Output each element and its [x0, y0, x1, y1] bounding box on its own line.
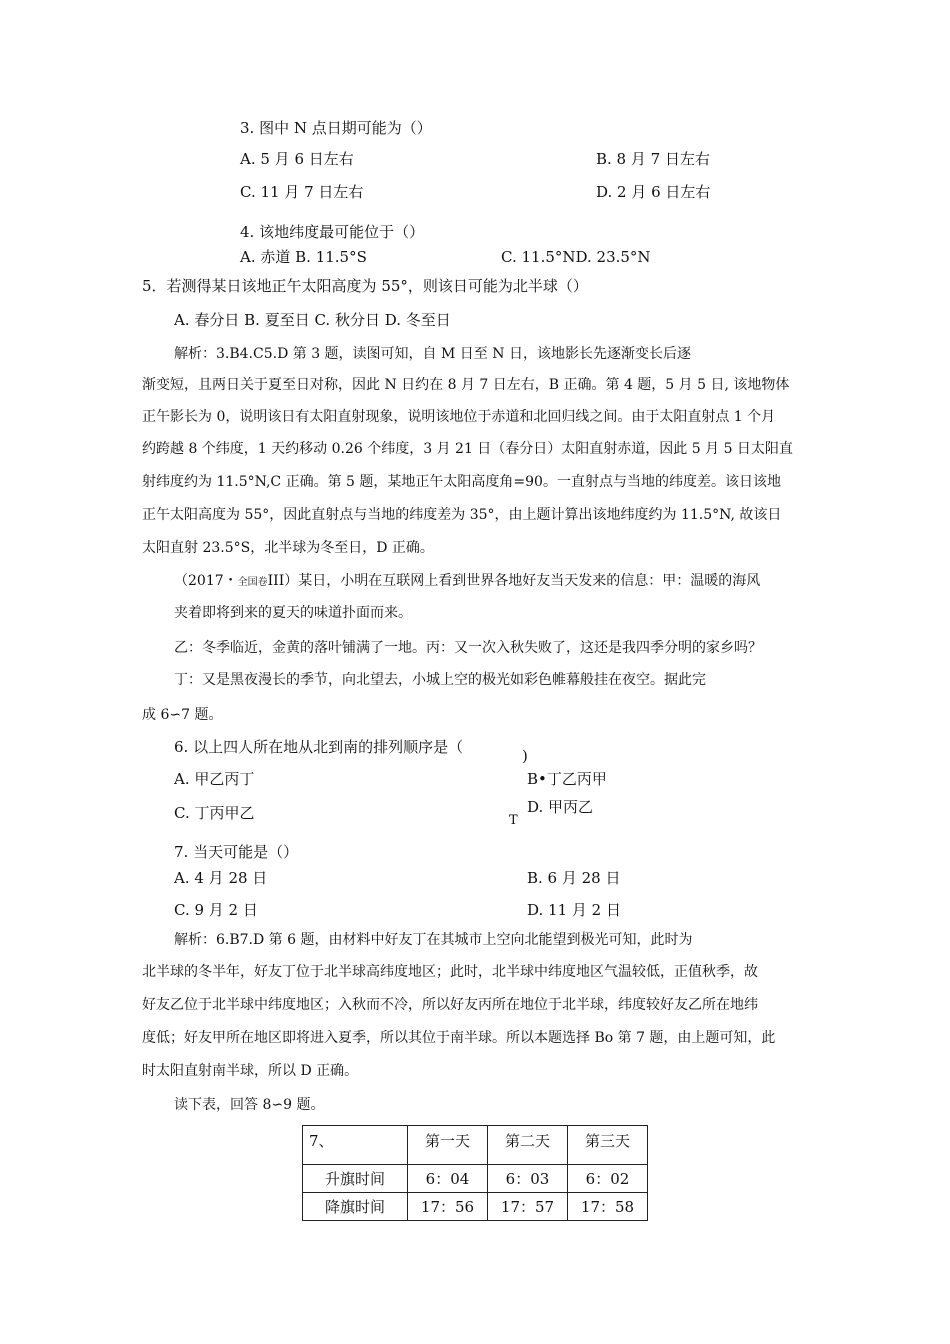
- analysis2-line-2: 北半球的冬半年，好友丁位于北半球高纬度地区；此时，北半球中纬度地区气温较低，正值秋季，故: [142, 964, 758, 980]
- q3-option-a: A. 5 月 6 日左右: [240, 150, 354, 168]
- material-year: （2017・: [174, 573, 238, 589]
- analysis2-line-4: 度低；好友甲所在地区即将进入夏季，所以其位于南半球。所以本题选择 Bo 第 7 题，由上题可知，此: [142, 1030, 776, 1046]
- material-line-5: 成 6∽7 题。: [142, 707, 223, 723]
- table-row: [303, 1193, 648, 1221]
- q6-stem: 6. 以上四人所在地从北到南的排列顺序是（: [174, 738, 464, 756]
- q6-option-c: C. 丁丙甲乙: [174, 804, 255, 822]
- table-header-day-1: 第一天: [408, 1126, 488, 1165]
- q3-option-c: C. 11 月 7 日左右: [240, 183, 364, 201]
- analysis2-line-3: 好友乙位于北半球中纬度地区；入秋而不冷，所以好友丙所在地位于北半球，纬度较好友乙所在地纬: [142, 997, 758, 1013]
- q6-option-a: A. 甲乙丙丁: [174, 770, 255, 788]
- table-cell: 6：02: [568, 1165, 648, 1193]
- flag-time-table: [302, 1125, 648, 1221]
- q3-stem: 3. 图中 N 点日期可能为（）: [240, 119, 432, 137]
- analysis1-line-2: 渐变短，且两日关于夏至日对称，因此 N 日约在 8 月 7 日左右，B 正确。第 4 题，5 月 5 日, 该地物体: [142, 377, 790, 393]
- material-line-4: 丁：又是黑夜漫长的季节，向北望去，小城上空的极光如彩色帷幕般挂在夜空。据此完: [174, 672, 706, 688]
- table-row-label: 降旗时间: [303, 1193, 408, 1221]
- table-cell: 6：03: [488, 1165, 568, 1193]
- analysis2-line-1: 解析：6.B7.D 第 6 题，由材料中好友丁在其城市上空向北能望到极光可知，此时为: [174, 932, 693, 948]
- q3-option-b: B. 8 月 7 日左右: [596, 150, 710, 168]
- analysis1-line-7: 太阳直射 23.5°S，北半球为冬至日，D 正确。: [142, 540, 434, 556]
- table-header-day-3: 第三天: [568, 1126, 648, 1165]
- q4-options-ab: A. 赤道 B. 11.5°S: [240, 248, 367, 266]
- q6-option-b: B•丁乙丙甲: [527, 770, 607, 788]
- material-source: 全国卷: [237, 577, 268, 588]
- analysis1-line-6: 正午太阳高度为 55°，因此直射点与当地的纬度差为 35°，由上题计算出该地纬度约为 11.5°N, 故该日: [142, 507, 782, 523]
- table-cell: 17：57: [488, 1193, 568, 1221]
- stray-mark: T: [509, 813, 518, 828]
- q5-stem: 5．若测得某日该地正午太阳高度为 55°，则该日可能为北半球（）: [142, 277, 588, 295]
- table-cell: 6：04: [408, 1165, 488, 1193]
- table-header-row: [303, 1126, 648, 1165]
- material-line-2: 夹着即将到来的夏天的味道扑面而来。: [174, 605, 412, 621]
- q5-options: A. 春分日 B. 夏至日 C. 秋分日 D. 冬至日: [174, 311, 451, 329]
- q7-option-a: A. 4 月 28 日: [174, 869, 268, 887]
- q7-option-d: D. 11 月 2 日: [527, 901, 621, 919]
- material-intro: III）某日，小明在互联网上看到世界各地好友当天发来的信息：甲：温暖的海风: [267, 573, 761, 589]
- q6-close-paren: ): [522, 747, 528, 765]
- table-intro: 读下表，回答 8∽9 题。: [174, 1097, 325, 1113]
- q3-option-d: D. 2 月 6 日左右: [596, 183, 711, 201]
- analysis1-line-3: 正午影长为 0，说明该日有太阳直射现象，说明该地位于赤道和北回归线之间。由于太阳直射点 1 个月: [142, 409, 776, 425]
- material-line-3: 乙：冬季临近，金黄的落叶铺满了一地。丙：又一次入秋失败了，这还是我四季分明的家乡吗？: [174, 640, 762, 656]
- q7-option-b: B. 6 月 28 日: [527, 869, 621, 887]
- table-corner-cell: 7、: [303, 1126, 408, 1165]
- material-line-1: [174, 572, 760, 592]
- q4-stem: 4. 该地纬度最可能位于（）: [240, 223, 425, 241]
- q7-option-c: C. 9 月 2 日: [174, 901, 258, 919]
- q6-option-d: D. 甲丙乙: [527, 798, 594, 816]
- q7-stem: 7. 当天可能是（）: [174, 843, 299, 861]
- table-row: [303, 1165, 648, 1193]
- analysis1-line-4: 约跨越 8 个纬度，1 天约移动 0.26 个纬度，3 月 21 日（春分日）太阳直射赤道，因此 5 月 5 日太阳直: [142, 441, 793, 457]
- table-row-label: 升旗时间: [303, 1165, 408, 1193]
- table-header-day-2: 第二天: [488, 1126, 568, 1165]
- table-cell: 17：58: [568, 1193, 648, 1221]
- q4-options-cd: C. 11.5°ND. 23.5°N: [501, 248, 651, 266]
- analysis1-line-1: 解析：3.B4.C5.D 第 3 题，读图可知，自 M 日至 N 日，该地影长先逐渐变长后逐: [174, 346, 691, 362]
- table-cell: 17：56: [408, 1193, 488, 1221]
- analysis1-line-5: 射纬度约为 11.5°N,C 正确。第 5 题，某地正午太阳高度角=90。一直射点与当地的纬度差。该日该地: [142, 474, 781, 490]
- analysis2-line-5: 时太阳直射南半球，所以 D 正确。: [142, 1063, 359, 1079]
